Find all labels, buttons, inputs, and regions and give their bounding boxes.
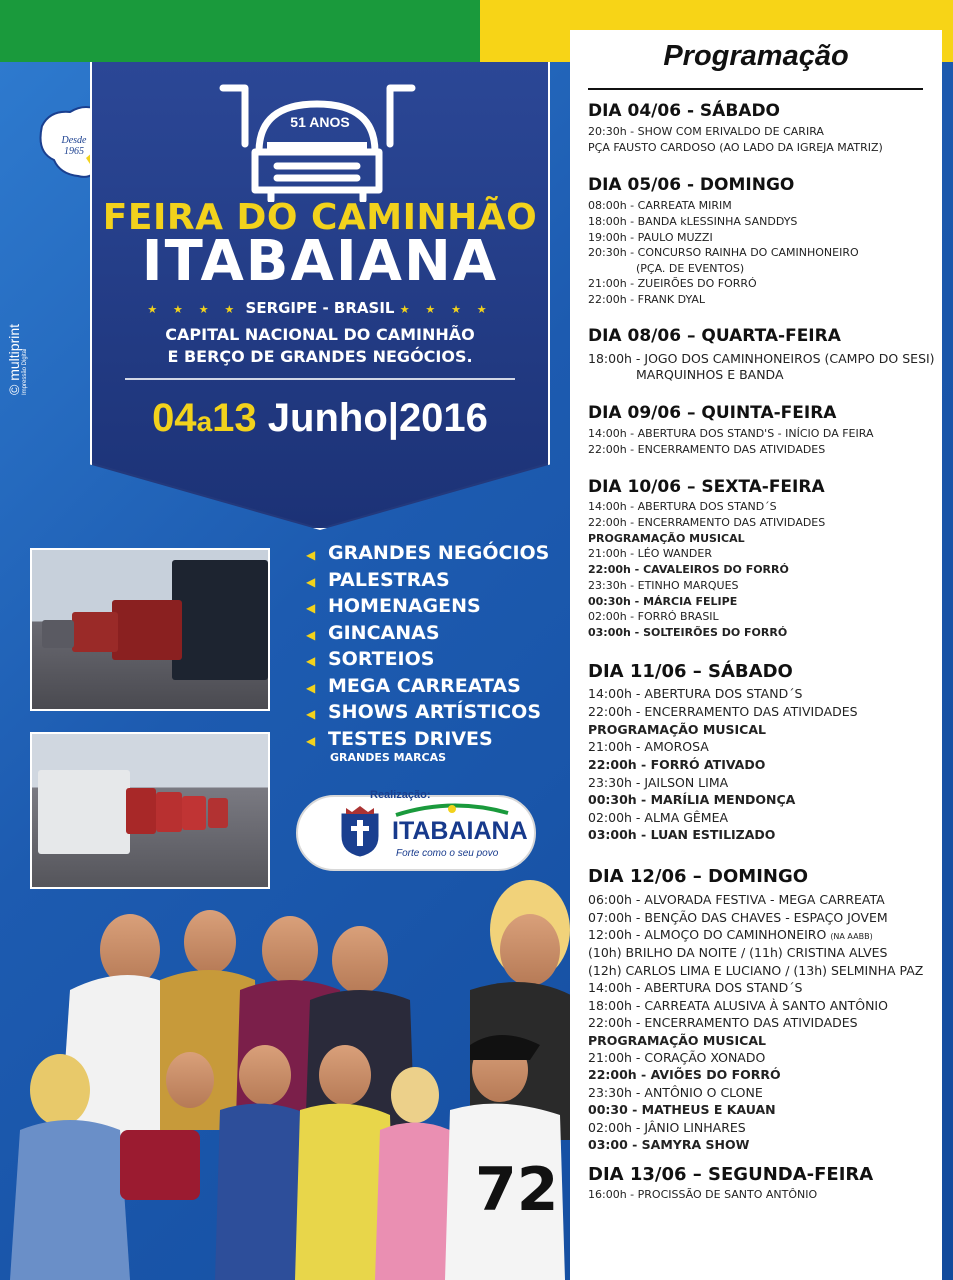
event-line: 02:00h - FORRÓ BRASIL [588,610,719,623]
printer-credit: © multiprint Impressão Digital [6,323,28,395]
event-line: 02:00h - JÂNIO LINHARES [588,1120,746,1135]
event-line: 20:30h - CONCURSO RAINHA DO CAMINHONEIRO [588,246,859,259]
truck-photo-shape [42,620,74,648]
program-title: Programação [663,40,849,72]
event-line: 23:30h - JAILSON LIMA [588,775,729,790]
day-header: DIA 13/06 – SEGUNDA-FEIRA [588,1164,874,1185]
event-line: 02:00h - ALMA GÊMEA [588,810,729,825]
event-line: MARQUINHOS E BANDA [636,367,784,382]
feature-item [306,673,549,700]
event-line: 22:00h - CAVALEIROS DO FORRÓ [588,563,789,576]
event-line: 18:00h - JOGO DOS CAMINHONEIROS (CAMPO DO SESI) [588,351,935,366]
since-word: Desde [61,135,87,146]
event-line: 22:00h - ENCERRAMENTO DAS ATIVIDADES [588,704,858,719]
day-header: DIA 12/06 – DOMINGO [588,866,809,887]
event-line: 21:00h - CORAÇÃO XONADO [588,1050,766,1065]
event-line: PROGRAMAÇÃO MUSICAL [588,1033,766,1048]
event-line: 23:30h - ETINHO MARQUES [588,579,739,592]
event-note: (NA AABB) [830,932,873,941]
event-line: (PÇA. DE EVENTOS) [636,262,745,275]
event-line: 00:30 - MATHEUS E KAUAN [588,1102,776,1117]
chevron-icon: ◀ [306,654,316,668]
event-line: 21:00h - AMOROSA [588,739,709,754]
stars-left-icon: ★ ★ ★ ★ [147,303,241,316]
feature-label: GINCANAS [328,621,440,644]
event-title: FEIRA DO CAMINHÃO [102,197,538,238]
event-line: 06:00h - ALVORADA FESTIVA - MEGA CARREATA [588,892,885,907]
feature-item [306,540,549,567]
day-header: DIA 05/06 - DOMINGO [588,175,795,195]
chevron-icon: ◀ [306,548,316,562]
event-line: 21:00h - LÉO WANDER [588,547,712,560]
feature-item [306,699,549,726]
date-separator: a [196,406,213,437]
artists-photo [0,880,590,1280]
feature-item [306,567,549,594]
chevron-icon: ◀ [306,627,316,642]
event-line: PÇA FAUSTO CARDOSO (AO LADO DA IGREJA MATRIZ) [588,141,883,154]
event-line: PROGRAMAÇÃO MUSICAL [588,532,745,545]
event-line: 22:00h - FRANK DYAL [588,293,706,306]
event-line: 03:00h - SOLTEIRÕES DO FORRÓ [588,626,788,639]
event-dates [92,396,548,441]
features-note: GRANDES MARCAS [330,751,447,764]
feature-label: SHOWS ARTÍSTICOS [328,701,541,723]
city-crest-icon [338,806,382,858]
truck-photo-shape [112,600,182,660]
date-start: 04 [152,396,197,440]
event-text: 12:00h - ALMOÇO DO CAMINHONEIRO [588,927,827,942]
anniversary-label: 51 ANOS [290,114,350,130]
top-green-stripe [0,0,480,62]
chevron-icon: ◀ [306,574,316,589]
truck-photo-shape [172,560,268,680]
capital-line-1: CAPITAL NACIONAL DO CAMINHÃO [165,325,475,344]
day-header: DIA 09/06 – QUINTA-FEIRA [588,403,837,423]
state-row [92,299,548,317]
event-line: 14:00h - ABERTURA DOS STAND´S [588,980,803,995]
event-line: 16:00h - PROCISSÃO DE SANTO ANTÔNIO [588,1188,818,1201]
truck-street-photo [30,732,270,889]
event-line: (12h) CARLOS LIMA E LUCIANO / (13h) SELMINHA PAZ [588,963,924,978]
capital-slogan [92,324,548,368]
event-line [588,927,873,942]
event-line: 21:00h - ZUEIRÕES DO FORRÓ [588,277,757,290]
feature-label: HOMENAGENS [328,595,481,617]
event-line: 18:00h - BANDA kLESSINHA SANDDYS [588,215,798,228]
event-line: 22:00h - ENCERRAMENTO DAS ATIVIDADES [588,516,826,529]
event-line: 18:00h - CARREATA ALUSIVA À SANTO ANTÔNIO [588,998,888,1013]
feature-item [306,620,549,647]
state-label: SERGIPE - BRASIL [245,299,395,317]
event-line: 14:00h - ABERTURA DOS STAND'S - INÍCIO DA FEIRA [588,427,874,440]
banner-divider [125,378,515,380]
date-end: 13 [212,396,257,440]
capital-line-2: E BERÇO DE GRANDES NEGÓCIOS. [167,347,473,366]
day-header: DIA 08/06 – QUARTA-FEIRA [588,326,841,346]
event-line: 03:00 - SAMYRA SHOW [588,1137,750,1152]
program-divider [588,88,923,90]
event-line: 00:30h - MÁRCIA FELIPE [588,595,738,608]
features-list [306,540,549,752]
event-line: 19:00h - PAULO MUZZI [588,231,713,244]
date-month-year: Junho|2016 [267,396,488,440]
feature-label: TESTES DRIVES [328,727,493,750]
city-hall-slogan: Forte como o seu povo [396,848,499,859]
truck-photo-shape [182,796,206,830]
event-line: 14:00h - ABERTURA DOS STAND´S [588,500,777,513]
stars-right-icon: ★ ★ ★ ★ [399,303,493,316]
realizacao-label: Realização: [370,789,431,801]
truck-photo-shape [126,788,156,834]
event-line: 03:00h - LUAN ESTILIZADO [588,827,776,842]
truck-photo-shape [156,792,182,832]
chevron-icon: ◀ [306,601,316,615]
feature-item [306,593,549,620]
truck-photo-shape [208,798,228,828]
feature-item [306,726,549,753]
city-title: ITABAIANA [141,229,499,294]
chevron-icon: ◀ [306,733,316,748]
printer-sub: Impressão Digital [22,348,28,395]
event-line: 07:00h - BENÇÃO DAS CHAVES - ESPAÇO JOVEM [588,910,888,925]
chevron-icon: ◀ [306,680,316,695]
svg-text:72: 72 [475,1155,559,1225]
day-header: DIA 04/06 - SÁBADO [588,101,781,121]
event-line: 23:30h - ANTÔNIO O CLONE [588,1085,763,1100]
truck-front-icon [215,82,420,202]
event-line: 20:30h - SHOW COM ERIVALDO DE CARIRA [588,125,824,138]
feature-item [306,646,549,673]
truck-parade-photo [30,548,270,711]
printer-brand: multiprint [6,323,22,381]
since-year: 1965 [64,146,84,157]
event-line: 22:00h - ENCERRAMENTO DAS ATIVIDADES [588,1015,858,1030]
feature-label: SORTEIOS [328,648,435,670]
green-arc-icon [392,803,512,817]
day-header: DIA 11/06 – SÁBADO [588,661,793,682]
event-line: 22:00h - AVIÕES DO FORRÓ [588,1067,781,1082]
feature-label: MEGA CARREATAS [328,674,521,697]
event-line: 08:00h - CARREATA MIRIM [588,199,732,212]
feature-label: PALESTRAS [328,568,450,591]
feature-label: GRANDES NEGÓCIOS [328,542,550,564]
truck-photo-shape [38,770,130,854]
event-line: 00:30h - MARÍLIA MENDONÇA [588,792,796,807]
event-line: (10h) BRILHO DA NOITE / (11h) CRISTINA ALVES [588,945,888,960]
city-hall-name: ITABAIANA [392,817,528,845]
event-line: 22:00h - FORRÓ ATIVADO [588,757,766,772]
day-header: DIA 10/06 – SEXTA-FEIRA [588,477,825,497]
event-line: 22:00h - ENCERRAMENTO DAS ATIVIDADES [588,443,826,456]
event-line: PROGRAMAÇÃO MUSICAL [588,722,766,737]
truck-photo-shape [72,612,118,652]
event-line: 14:00h - ABERTURA DOS STAND´S [588,686,803,701]
chevron-icon: ◀ [306,707,316,721]
